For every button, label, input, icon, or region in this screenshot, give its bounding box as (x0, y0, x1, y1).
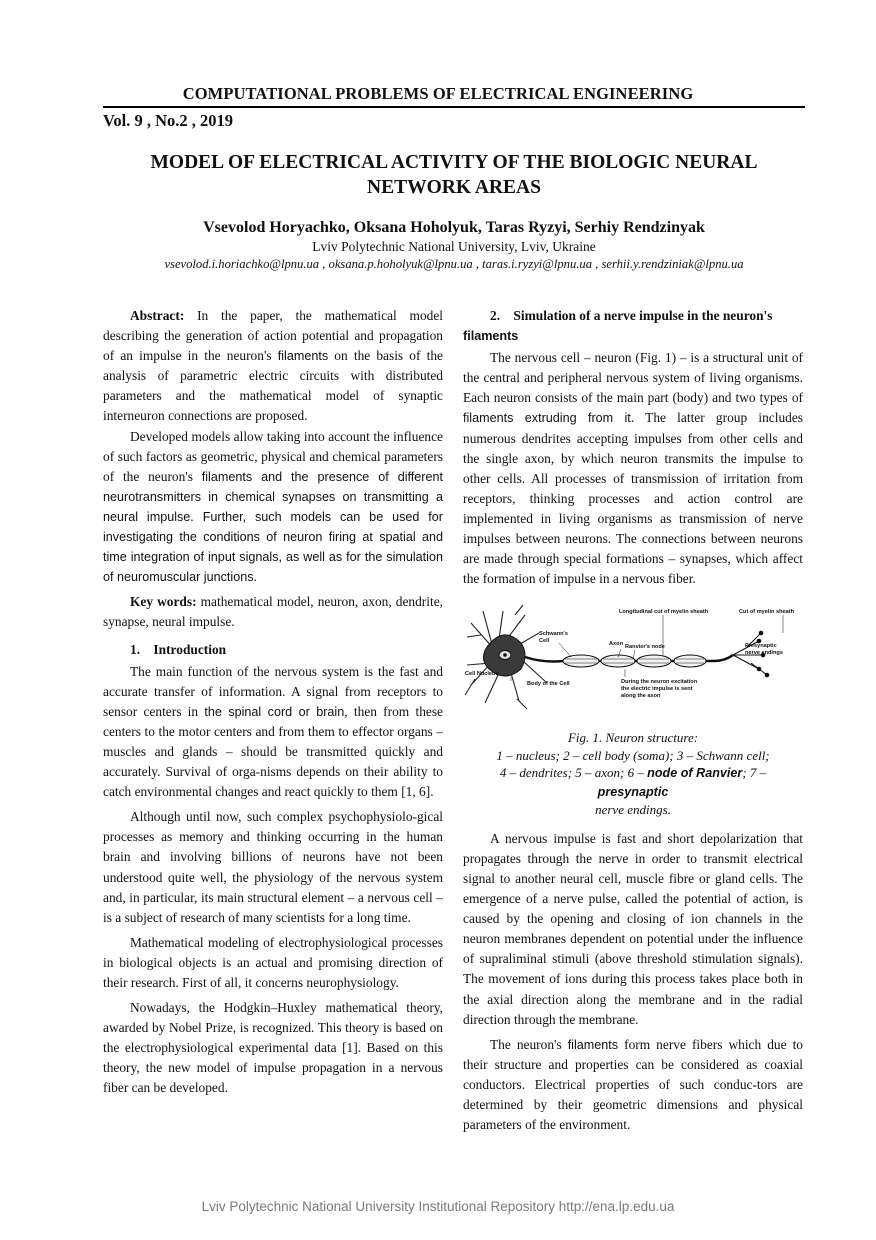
caption-l3b: ; 7 – (742, 765, 767, 781)
label-nerve-endings: nerve endings (745, 650, 783, 657)
caption-l3a: 4 – dendrites; 5 – axon; 6 – (499, 765, 648, 781)
highlight-spinal-cord: the spinal cord or brain (204, 704, 345, 719)
section2-text-3b: form nerve fibers which due to their structure and properties can be considered as coaxial conductors. Electrical properties of such conduc-tors are determined by their geometric dimensions and physical parameters of the environment. (463, 1036, 803, 1133)
section-heading-simulation (463, 306, 803, 346)
label-presynaptic: Presynaptic (745, 643, 777, 650)
label-during-3: along the axon (621, 693, 661, 700)
highlight-filaments-extruding: filaments extruding from it (463, 411, 631, 426)
intro-paragraph-2: Although until now, such complex psychophysiolo-gical processes as memory and thinking occurring in the human brain and involving billions of neurons have not been understood quite well, the physiology of the nervous system and, in particular, its main structural element – a nervous cell – is a subject of research of many scientists for a long time. (103, 809, 443, 925)
left-column (103, 306, 443, 1099)
section2-paragraph-3 (463, 1035, 803, 1135)
nucleolus (503, 654, 507, 658)
section-heading-introduction: 1. Introduction (130, 641, 227, 657)
abstract-text-2: Developed models allow taking into account the influence of such factors as geometric, physical and chemical parameters of the neuron's (103, 428, 443, 484)
right-column (463, 306, 803, 1135)
intro-text-1b: , then from these centers to the motor centers and from them to effector organs – muscles and glands – should be transmitted quickly and accurately. Survival of orga-nisms depends on their ability to catch environmental changes and react quickly to them [1, 6]. (103, 703, 443, 800)
highlight-heading-filaments: filaments (463, 329, 519, 344)
section2-text-1b: . The latter group includes numerous dendrites accepting impulses from other cells and the single axon, by which neuron transmits the impulse to other cells. All processes of transmission of irritation from receptors, thinking processes and action control are implemented in living organisms as transmission of nerve impulses between neurons. The connections between neurons are made through special formations – synapses, which affect the formation of impulse in a nervous fiber. (463, 410, 803, 587)
section2-paragraph-2: A nervous impulse is fast and short depolarization that propagates through the nerve in order to transmit electrical signal to another neural cell, muscle fibre or gland cells. The emergence of a nerve pulse, called the potential of action, is caused by the opening and closing of ion channels in the neuron membranes dependent on potential under the influence of supraliminal stimuli (above threshold stimulation signals). The movement of ions during this process takes place both in the axial direction along the membrane and in the radial direction through the membrane. (463, 830, 803, 1027)
section2-text-3a: The neuron's (490, 1036, 568, 1052)
label-cut-myelin: Cut of myelin sheath (739, 609, 795, 616)
header-rule (103, 106, 805, 108)
intro-paragraph-3: Mathematical modeling of electrophysiological processes in biological objects is an actual and promising direction of their research. First of all, it concerns neurophysiology. (103, 934, 443, 990)
abstract-paragraph (103, 306, 443, 427)
myelin-sheath (563, 655, 706, 667)
abstract-label: Abstract: (130, 308, 185, 323)
neuron-diagram (463, 603, 803, 723)
paper-title-line2: NETWORK AREAS (367, 177, 541, 198)
label-during-2: the electric impulse is sent (621, 686, 693, 693)
label-axon: Axon (609, 641, 623, 648)
highlight-filaments-fibers: filaments (567, 1037, 619, 1052)
highlight-filaments-presence: filaments and the presence of different neurotransmitters in chemical synapses on transmitting a neural impulse. Further, such models can be used for investigating the conditions of neuron firing at spatial and time integration of input signals, as well as for the simulation of neuromuscular junctions. (103, 469, 443, 585)
label-during-1: During the neuron excitation (621, 679, 698, 686)
repository-footer: Lviv Polytechnic National University Institutional Repository http://ena.lp.edu.ua (201, 1199, 675, 1214)
caption-line-1: Fig. 1. Neuron structure: (567, 730, 699, 746)
highlight-filaments: filaments (277, 349, 329, 364)
abstract-paragraph-2 (103, 427, 443, 588)
highlight-presynaptic: presynaptic (597, 784, 669, 799)
keywords-label: Key words: (130, 594, 197, 610)
affiliation: Lviv Polytechnic National University, Lviv, Ukraine (312, 239, 596, 254)
journal-title: COMPUTATIONAL PROBLEMS OF ELECTRICAL ENGINEERING (182, 84, 694, 103)
keywords-text: mathematical model, neuron, axon, dendrite, synapse, neural impulse. (103, 594, 443, 630)
authors: Vsevolod Horyachko, Oksana Hoholyuk, Taras Ryzyi, Serhiy Rendzinyak (203, 219, 705, 236)
intro-paragraph-1 (103, 662, 443, 803)
intro-paragraph-4: Nowadays, the Hodgkin–Huxley mathematical theory, awarded by Nobel Prize, is recognized. This theory is based on the electrophysiological experimental data [1]. Based on this theory, the new model of impulse propagation in a nervous fiber can be developed. (103, 1000, 443, 1096)
highlight-ranvier: node of Ranvier (647, 766, 743, 781)
label-longitudinal-cut: Longitudinal cut of myelin sheath (619, 609, 709, 616)
label-cell-nucleus: Cell Nucleus (465, 671, 499, 678)
caption-line-2: 1 – nucleus; 2 – cell body (soma); 3 – Schwann cell; (496, 747, 770, 763)
section2-paragraph-1 (463, 348, 803, 589)
caption-line-3 (463, 764, 803, 801)
caption-line-4: nerve endings. (595, 802, 671, 818)
label-schwann: Schwann's (539, 631, 568, 638)
section2-heading-text: 2. Simulation of a nerve impulse in the neuron's (490, 308, 773, 323)
section2-text-1a: The nervous cell – neuron (Fig. 1) – is a structural unit of the central and peripheral nervous system of living organisms. Each neuron consists of the main part (body) and two types of (463, 350, 803, 406)
paper-title (103, 150, 805, 200)
abstract-text: In the paper, the mathematical model describing the generation of action potential and propagation of an impulse in the neuron's (103, 308, 443, 364)
neuron-figure (463, 603, 803, 723)
label-body-of-cell: Body of the Cell (527, 681, 570, 688)
abstract-text-end: on the basis of the analysis of parametric electric circuits with distributed parameters and the mathematical model of synaptic interneuron connections are proposed. (103, 348, 443, 424)
figure-caption (463, 729, 803, 819)
label-ranvier-node: Ranvier's node (625, 644, 665, 651)
paper-title-line1: MODEL OF ELECTRICAL ACTIVITY OF THE BIOLOGIC NEURAL (150, 152, 758, 173)
intro-text-1a: The main function of the nervous system is the fast and accurate transfer of information. A signal from receptors to sensor centers in (103, 663, 443, 719)
keywords-paragraph (103, 592, 443, 632)
label-schwann-cell: Cell (539, 638, 550, 645)
author-emails: vsevolod.i.horiachko@lpnu.ua , oksana.p.hoholyuk@lpnu.ua , taras.i.ryzyi@lpnu.ua , serhii.y.rendziniak@lpnu.ua (164, 257, 744, 271)
volume-info: Vol. 9 , No.2 , 2019 (103, 111, 234, 130)
